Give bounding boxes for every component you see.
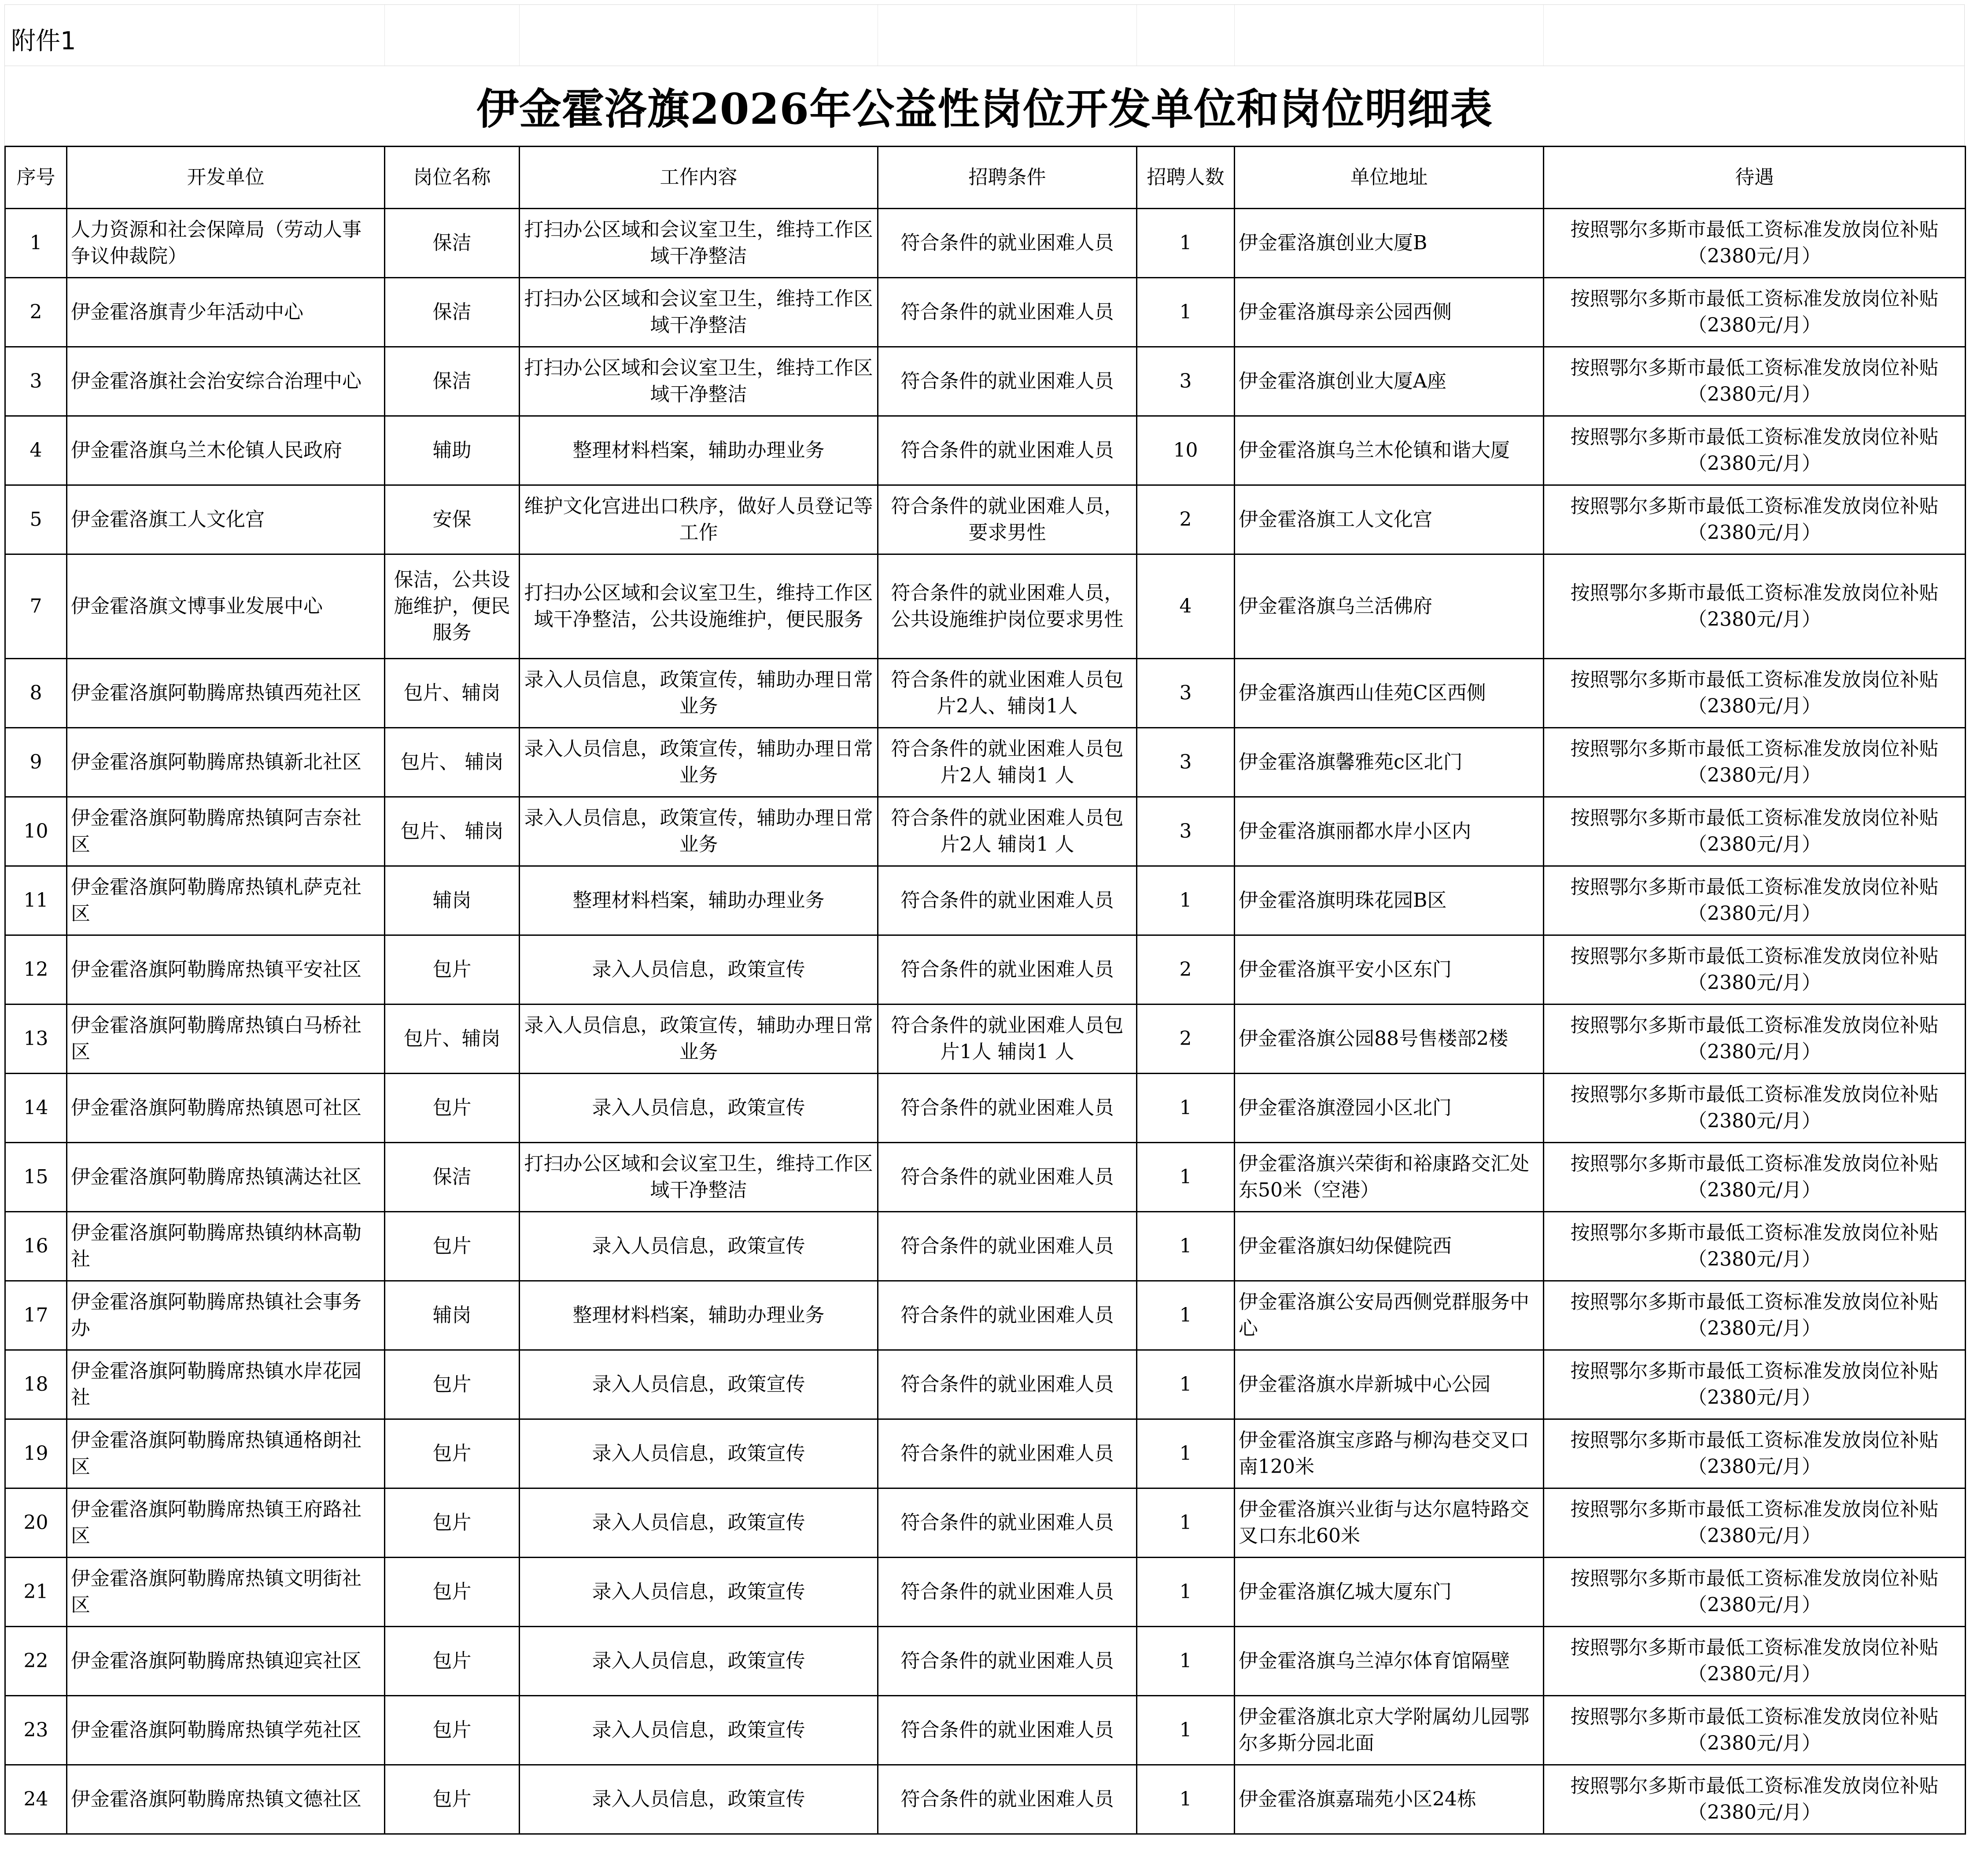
cell-work: 打扫办公区域和会议室卫生，维持工作区域干净整洁 <box>520 347 878 416</box>
cell-unit: 伊金霍洛旗文博事业发展中心 <box>67 554 385 659</box>
cell-post: 保洁，公共设施维护，便民服务 <box>385 554 520 659</box>
cell-requirement: 符合条件的就业困难人员 <box>878 1419 1137 1488</box>
cell-post: 辅岗 <box>385 866 520 935</box>
benefit-line1: 按照鄂尔多斯市最低工资标准发放岗位补贴 <box>1570 668 1939 691</box>
cell-address: 伊金霍洛旗宝彦路与柳沟巷交叉口南120米 <box>1235 1419 1544 1488</box>
cell-work: 录入人员信息，政策宣传 <box>520 1558 878 1627</box>
cell-count: 1 <box>1137 1212 1235 1281</box>
cell-benefit <box>1544 209 1966 278</box>
cell-address: 伊金霍洛旗北京大学附属幼儿园鄂尔多斯分园北面 <box>1235 1696 1544 1765</box>
cell-no: 5 <box>5 485 67 554</box>
table-row <box>5 935 1966 1004</box>
cell-post: 保洁 <box>385 1143 520 1212</box>
cell-work: 打扫办公区域和会议室卫生，维持工作区域干净整洁，公共设施维护，便民服务 <box>520 554 878 659</box>
cell-post: 包片 <box>385 1765 520 1834</box>
cell-post: 包片 <box>385 1558 520 1627</box>
cell-count: 4 <box>1137 554 1235 659</box>
cell-no: 3 <box>5 347 67 416</box>
benefit-line2: （2380元/月） <box>1688 1041 1821 1063</box>
table-row <box>5 209 1966 278</box>
table-row <box>5 347 1966 416</box>
cell-post: 保洁 <box>385 278 520 347</box>
cell-count: 1 <box>1137 1074 1235 1143</box>
cell-no: 22 <box>5 1627 67 1696</box>
table-row <box>5 728 1966 797</box>
cell-benefit <box>1544 1488 1966 1558</box>
table-row <box>5 1004 1966 1074</box>
cell-work: 打扫办公区域和会议室卫生，维持工作区域干净整洁 <box>520 278 878 347</box>
benefit-line2: （2380元/月） <box>1688 1110 1821 1132</box>
table-row <box>5 1074 1966 1143</box>
cell-benefit <box>1544 1696 1966 1765</box>
benefit-line1: 按照鄂尔多斯市最低工资标准发放岗位补贴 <box>1570 495 1939 517</box>
benefit-line2: （2380元/月） <box>1688 521 1821 544</box>
cell-work: 整理材料档案，辅助办理业务 <box>520 1281 878 1350</box>
cell-requirement: 符合条件的就业困难人员 <box>878 1350 1137 1419</box>
cell-count: 1 <box>1137 1419 1235 1488</box>
cell-unit: 伊金霍洛旗阿勒腾席热镇阿吉奈社区 <box>67 797 385 866</box>
benefit-line2: （2380元/月） <box>1688 1801 1821 1824</box>
benefit-line2: （2380元/月） <box>1688 833 1821 856</box>
benefit-line2: （2380元/月） <box>1688 902 1821 925</box>
cell-count: 3 <box>1137 797 1235 866</box>
benefit-line2: （2380元/月） <box>1688 1525 1821 1547</box>
cell-benefit <box>1544 1212 1966 1281</box>
benefit-line1: 按照鄂尔多斯市最低工资标准发放岗位补贴 <box>1570 1014 1939 1037</box>
cell-requirement: 符合条件的就业困难人员包片2人 辅岗1 人 <box>878 728 1137 797</box>
benefit-line1: 按照鄂尔多斯市最低工资标准发放岗位补贴 <box>1570 1429 1939 1451</box>
cell-no: 8 <box>5 659 67 728</box>
cell-benefit <box>1544 1004 1966 1074</box>
header-address: 单位地址 <box>1235 147 1544 209</box>
cell-benefit <box>1544 866 1966 935</box>
cell-benefit <box>1544 1281 1966 1350</box>
benefit-line2: （2380元/月） <box>1688 1455 1821 1478</box>
cell-benefit <box>1544 659 1966 728</box>
cell-benefit <box>1544 797 1966 866</box>
cell-address: 伊金霍洛旗亿城大厦东门 <box>1235 1558 1544 1627</box>
cell-benefit <box>1544 935 1966 1004</box>
spreadsheet <box>4 4 1965 1835</box>
cell-unit: 伊金霍洛旗阿勒腾席热镇白马桥社区 <box>67 1004 385 1074</box>
cell-no: 9 <box>5 728 67 797</box>
benefit-line1: 按照鄂尔多斯市最低工资标准发放岗位补贴 <box>1570 1360 1939 1382</box>
cell-post: 包片、辅岗 <box>385 1004 520 1074</box>
attachment-label: 附件1 <box>11 27 76 55</box>
cell-benefit <box>1544 1419 1966 1488</box>
cell-address: 伊金霍洛旗创业大厦B <box>1235 209 1544 278</box>
cell-benefit <box>1544 416 1966 485</box>
header-requirement: 招聘条件 <box>878 147 1137 209</box>
cell-no: 4 <box>5 416 67 485</box>
benefit-line2: （2380元/月） <box>1688 971 1821 994</box>
benefit-line1: 按照鄂尔多斯市最低工资标准发放岗位补贴 <box>1570 876 1939 898</box>
cell-post: 辅助 <box>385 416 520 485</box>
cell-unit: 伊金霍洛旗阿勒腾席热镇文明街社区 <box>67 1558 385 1627</box>
cell-requirement: 符合条件的就业困难人员 <box>878 1281 1137 1350</box>
cell-count: 1 <box>1137 1281 1235 1350</box>
cell-count: 2 <box>1137 485 1235 554</box>
cell-no: 23 <box>5 1696 67 1765</box>
cell-benefit <box>1544 554 1966 659</box>
cell-unit: 伊金霍洛旗阿勒腾席热镇水岸花园社 <box>67 1350 385 1419</box>
cell-post: 安保 <box>385 485 520 554</box>
cell-no: 24 <box>5 1765 67 1834</box>
benefit-line1: 按照鄂尔多斯市最低工资标准发放岗位补贴 <box>1570 357 1939 379</box>
cell-address: 伊金霍洛旗明珠花园B区 <box>1235 866 1544 935</box>
cell-no: 15 <box>5 1143 67 1212</box>
cell-unit: 伊金霍洛旗阿勒腾席热镇学苑社区 <box>67 1696 385 1765</box>
benefit-line1: 按照鄂尔多斯市最低工资标准发放岗位补贴 <box>1570 945 1939 968</box>
header-unit: 开发单位 <box>67 147 385 209</box>
cell-address: 伊金霍洛旗母亲公园西侧 <box>1235 278 1544 347</box>
cell-requirement: 符合条件的就业困难人员 <box>878 1488 1137 1558</box>
benefit-line2: （2380元/月） <box>1688 1594 1821 1616</box>
cell-benefit <box>1544 485 1966 554</box>
cell-work: 维护文化宫进出口秩序，做好人员登记等工作 <box>520 485 878 554</box>
cell-work: 整理材料档案，辅助办理业务 <box>520 866 878 935</box>
cell-unit: 伊金霍洛旗工人文化宫 <box>67 485 385 554</box>
benefit-line1: 按照鄂尔多斯市最低工资标准发放岗位补贴 <box>1570 288 1939 310</box>
cell-unit: 伊金霍洛旗阿勒腾席热镇西苑社区 <box>67 659 385 728</box>
cell-address: 伊金霍洛旗工人文化宫 <box>1235 485 1544 554</box>
benefit-line1: 按照鄂尔多斯市最低工资标准发放岗位补贴 <box>1570 1775 1939 1797</box>
cell-address: 伊金霍洛旗水岸新城中心公园 <box>1235 1350 1544 1419</box>
cell-benefit <box>1544 1350 1966 1419</box>
cell-unit: 人力资源和社会保障局（劳动人事争议仲裁院） <box>67 209 385 278</box>
cell-post: 包片、 辅岗 <box>385 728 520 797</box>
cell-unit: 伊金霍洛旗社会治安综合治理中心 <box>67 347 385 416</box>
table-body <box>5 209 1966 1834</box>
cell-post: 包片 <box>385 1696 520 1765</box>
cell-post: 包片、辅岗 <box>385 659 520 728</box>
table-row <box>5 1143 1966 1212</box>
cell-count: 1 <box>1137 209 1235 278</box>
header-count: 招聘人数 <box>1137 147 1235 209</box>
page-title: 伊金霍洛旗2026年公益性岗位开发单位和岗位明细表 <box>476 84 1493 134</box>
cell-work: 录入人员信息，政策宣传 <box>520 1627 878 1696</box>
cell-requirement: 符合条件的就业困难人员 <box>878 1143 1137 1212</box>
cell-work: 录入人员信息，政策宣传，辅助办理日常业务 <box>520 1004 878 1074</box>
cell-address: 伊金霍洛旗兴荣街和裕康路交汇处东50米（空港） <box>1235 1143 1544 1212</box>
cell-unit: 伊金霍洛旗青少年活动中心 <box>67 278 385 347</box>
cell-benefit <box>1544 1627 1966 1696</box>
cell-address: 伊金霍洛旗公安局西侧党群服务中心 <box>1235 1281 1544 1350</box>
cell-work: 录入人员信息，政策宣传，辅助办理日常业务 <box>520 797 878 866</box>
cell-address: 伊金霍洛旗平安小区东门 <box>1235 935 1544 1004</box>
cell-count: 1 <box>1137 1350 1235 1419</box>
cell-address: 伊金霍洛旗西山佳苑C区西侧 <box>1235 659 1544 728</box>
cell-work: 录入人员信息，政策宣传 <box>520 1488 878 1558</box>
cell-requirement: 符合条件的就业困难人员 <box>878 347 1137 416</box>
benefit-line1: 按照鄂尔多斯市最低工资标准发放岗位补贴 <box>1570 807 1939 829</box>
benefit-line2: （2380元/月） <box>1688 245 1821 267</box>
cell-unit: 伊金霍洛旗阿勒腾席热镇王府路社区 <box>67 1488 385 1558</box>
cell-address: 伊金霍洛旗乌兰淖尔体育馆隔壁 <box>1235 1627 1544 1696</box>
cell-requirement: 符合条件的就业困难人员 <box>878 1627 1137 1696</box>
table-row <box>5 1558 1966 1627</box>
cell-count: 1 <box>1137 1488 1235 1558</box>
cell-work: 录入人员信息，政策宣传 <box>520 1765 878 1834</box>
benefit-line2: （2380元/月） <box>1688 383 1821 406</box>
table-row <box>5 1419 1966 1488</box>
cell-work: 录入人员信息，政策宣传 <box>520 1419 878 1488</box>
cell-post: 辅岗 <box>385 1281 520 1350</box>
benefit-line1: 按照鄂尔多斯市最低工资标准发放岗位补贴 <box>1570 1291 1939 1313</box>
cell-count: 1 <box>1137 1765 1235 1834</box>
cell-post: 包片 <box>385 1419 520 1488</box>
cell-no: 21 <box>5 1558 67 1627</box>
cell-count: 1 <box>1137 1696 1235 1765</box>
cell-address: 伊金霍洛旗乌兰活佛府 <box>1235 554 1544 659</box>
benefit-line1: 按照鄂尔多斯市最低工资标准发放岗位补贴 <box>1570 218 1939 241</box>
cell-post: 包片、 辅岗 <box>385 797 520 866</box>
cell-post: 包片 <box>385 935 520 1004</box>
cell-unit: 伊金霍洛旗阿勒腾席热镇迎宾社区 <box>67 1627 385 1696</box>
table-row <box>5 797 1966 866</box>
cell-work: 录入人员信息，政策宣传 <box>520 1350 878 1419</box>
cell-requirement: 符合条件的就业困难人员 <box>878 1074 1137 1143</box>
cell-work: 打扫办公区域和会议室卫生，维持工作区域干净整洁 <box>520 209 878 278</box>
cell-requirement: 符合条件的就业困难人员 <box>878 1558 1137 1627</box>
cell-no: 17 <box>5 1281 67 1350</box>
cell-work: 录入人员信息，政策宣传 <box>520 935 878 1004</box>
benefit-line2: （2380元/月） <box>1688 1317 1821 1340</box>
cell-benefit <box>1544 347 1966 416</box>
cell-unit: 伊金霍洛旗阿勒腾席热镇文德社区 <box>67 1765 385 1834</box>
cell-unit: 伊金霍洛旗阿勒腾席热镇札萨克社区 <box>67 866 385 935</box>
cell-address: 伊金霍洛旗乌兰木伦镇和谐大厦 <box>1235 416 1544 485</box>
header-row <box>5 147 1966 209</box>
benefit-line2: （2380元/月） <box>1688 314 1821 336</box>
cell-count: 1 <box>1137 866 1235 935</box>
cell-address: 伊金霍洛旗嘉瑞苑小区24栋 <box>1235 1765 1544 1834</box>
table-row <box>5 1765 1966 1834</box>
header-work: 工作内容 <box>520 147 878 209</box>
cell-no: 1 <box>5 209 67 278</box>
cell-no: 18 <box>5 1350 67 1419</box>
cell-no: 16 <box>5 1212 67 1281</box>
cell-post: 包片 <box>385 1488 520 1558</box>
cell-benefit <box>1544 1558 1966 1627</box>
cell-no: 12 <box>5 935 67 1004</box>
cell-no: 11 <box>5 866 67 935</box>
benefit-line2: （2380元/月） <box>1688 1386 1821 1409</box>
cell-no: 13 <box>5 1004 67 1074</box>
benefit-line2: （2380元/月） <box>1688 1248 1821 1270</box>
cell-requirement: 符合条件的就业困难人员 <box>878 1212 1137 1281</box>
benefit-line1: 按照鄂尔多斯市最低工资标准发放岗位补贴 <box>1570 426 1939 448</box>
cell-post: 保洁 <box>385 347 520 416</box>
cell-requirement: 符合条件的就业困难人员，要求男性 <box>878 485 1137 554</box>
cell-no: 14 <box>5 1074 67 1143</box>
cell-post: 包片 <box>385 1212 520 1281</box>
cell-count: 1 <box>1137 278 1235 347</box>
cell-work: 打扫办公区域和会议室卫生，维持工作区域干净整洁 <box>520 1143 878 1212</box>
cell-count: 3 <box>1137 347 1235 416</box>
cell-benefit <box>1544 1074 1966 1143</box>
cell-unit: 伊金霍洛旗阿勒腾席热镇恩可社区 <box>67 1074 385 1143</box>
cell-unit: 伊金霍洛旗阿勒腾席热镇纳林高勒社 <box>67 1212 385 1281</box>
cell-address: 伊金霍洛旗妇幼保健院西 <box>1235 1212 1544 1281</box>
cell-address: 伊金霍洛旗丽都水岸小区内 <box>1235 797 1544 866</box>
benefit-line2: （2380元/月） <box>1688 1732 1821 1754</box>
cell-no: 7 <box>5 554 67 659</box>
cell-unit: 伊金霍洛旗阿勒腾席热镇平安社区 <box>67 935 385 1004</box>
cell-count: 10 <box>1137 416 1235 485</box>
cell-requirement: 符合条件的就业困难人员 <box>878 1765 1137 1834</box>
header-post: 岗位名称 <box>385 147 520 209</box>
benefit-line2: （2380元/月） <box>1688 764 1821 787</box>
cell-requirement: 符合条件的就业困难人员 <box>878 278 1137 347</box>
benefit-line1: 按照鄂尔多斯市最低工资标准发放岗位补贴 <box>1570 1567 1939 1590</box>
benefit-line2: （2380元/月） <box>1688 452 1821 475</box>
cell-post: 包片 <box>385 1074 520 1143</box>
cell-count: 1 <box>1137 1627 1235 1696</box>
cell-post: 保洁 <box>385 209 520 278</box>
cell-no: 2 <box>5 278 67 347</box>
cell-post: 包片 <box>385 1627 520 1696</box>
cell-address: 伊金霍洛旗创业大厦A座 <box>1235 347 1544 416</box>
table-row <box>5 278 1966 347</box>
cell-requirement: 符合条件的就业困难人员 <box>878 416 1137 485</box>
title-row <box>4 66 1965 146</box>
cell-work: 录入人员信息，政策宣传 <box>520 1696 878 1765</box>
table-row <box>5 416 1966 485</box>
cell-unit: 伊金霍洛旗阿勒腾席热镇社会事务办 <box>67 1281 385 1350</box>
cell-count: 3 <box>1137 659 1235 728</box>
cell-work: 整理材料档案，辅助办理业务 <box>520 416 878 485</box>
cell-address: 伊金霍洛旗澄园小区北门 <box>1235 1074 1544 1143</box>
benefit-line2: （2380元/月） <box>1688 608 1821 631</box>
cell-unit: 伊金霍洛旗阿勒腾席热镇满达社区 <box>67 1143 385 1212</box>
cell-address: 伊金霍洛旗馨雅苑c区北门 <box>1235 728 1544 797</box>
benefit-line1: 按照鄂尔多斯市最低工资标准发放岗位补贴 <box>1570 1498 1939 1521</box>
cell-requirement: 符合条件的就业困难人员 <box>878 866 1137 935</box>
cell-requirement: 符合条件的就业困难人员包片2人、辅岗1人 <box>878 659 1137 728</box>
header-benefit: 待遇 <box>1544 147 1966 209</box>
benefit-line1: 按照鄂尔多斯市最低工资标准发放岗位补贴 <box>1570 1083 1939 1106</box>
benefit-line1: 按照鄂尔多斯市最低工资标准发放岗位补贴 <box>1570 1222 1939 1244</box>
cell-count: 2 <box>1137 935 1235 1004</box>
table-row <box>5 659 1966 728</box>
cell-count: 1 <box>1137 1143 1235 1212</box>
cell-count: 3 <box>1137 728 1235 797</box>
job-table <box>4 146 1966 1835</box>
cell-unit: 伊金霍洛旗阿勒腾席热镇通格朗社区 <box>67 1419 385 1488</box>
cell-count: 2 <box>1137 1004 1235 1074</box>
cell-no: 10 <box>5 797 67 866</box>
cell-requirement: 符合条件的就业困难人员 <box>878 209 1137 278</box>
benefit-line1: 按照鄂尔多斯市最低工资标准发放岗位补贴 <box>1570 1636 1939 1659</box>
cell-requirement: 符合条件的就业困难人员 <box>878 935 1137 1004</box>
cell-no: 19 <box>5 1419 67 1488</box>
header-no: 序号 <box>5 147 67 209</box>
benefit-line2: （2380元/月） <box>1688 695 1821 717</box>
table-row <box>5 1212 1966 1281</box>
cell-no: 20 <box>5 1488 67 1558</box>
cell-benefit <box>1544 278 1966 347</box>
cell-benefit <box>1544 1143 1966 1212</box>
cell-work: 录入人员信息，政策宣传 <box>520 1074 878 1143</box>
cell-requirement: 符合条件的就业困难人员，公共设施维护岗位要求男性 <box>878 554 1137 659</box>
benefit-line1: 按照鄂尔多斯市最低工资标准发放岗位补贴 <box>1570 738 1939 760</box>
benefit-line2: （2380元/月） <box>1688 1663 1821 1685</box>
cell-work: 录入人员信息，政策宣传 <box>520 1212 878 1281</box>
table-row <box>5 485 1966 554</box>
cell-benefit <box>1544 728 1966 797</box>
table-row <box>5 554 1966 659</box>
benefit-line1: 按照鄂尔多斯市最低工资标准发放岗位补贴 <box>1570 582 1939 604</box>
cell-count: 1 <box>1137 1558 1235 1627</box>
table-row <box>5 1281 1966 1350</box>
cell-address: 伊金霍洛旗兴业街与达尔扈特路交叉口东北60米 <box>1235 1488 1544 1558</box>
table-row <box>5 1488 1966 1558</box>
table-row <box>5 1627 1966 1696</box>
attachment-row <box>4 4 1965 66</box>
cell-unit: 伊金霍洛旗阿勒腾席热镇新北社区 <box>67 728 385 797</box>
table-row <box>5 1696 1966 1765</box>
cell-work: 录入人员信息，政策宣传，辅助办理日常业务 <box>520 659 878 728</box>
cell-unit: 伊金霍洛旗乌兰木伦镇人民政府 <box>67 416 385 485</box>
table-row <box>5 1350 1966 1419</box>
cell-requirement: 符合条件的就业困难人员 <box>878 1696 1137 1765</box>
cell-requirement: 符合条件的就业困难人员包片2人 辅岗1 人 <box>878 797 1137 866</box>
benefit-line1: 按照鄂尔多斯市最低工资标准发放岗位补贴 <box>1570 1706 1939 1728</box>
table-row <box>5 866 1966 935</box>
cell-requirement: 符合条件的就业困难人员包片1人 辅岗1 人 <box>878 1004 1137 1074</box>
cell-benefit <box>1544 1765 1966 1834</box>
benefit-line2: （2380元/月） <box>1688 1179 1821 1201</box>
benefit-line1: 按照鄂尔多斯市最低工资标准发放岗位补贴 <box>1570 1152 1939 1175</box>
cell-address: 伊金霍洛旗公园88号售楼部2楼 <box>1235 1004 1544 1074</box>
cell-post: 包片 <box>385 1350 520 1419</box>
cell-work: 录入人员信息，政策宣传，辅助办理日常业务 <box>520 728 878 797</box>
